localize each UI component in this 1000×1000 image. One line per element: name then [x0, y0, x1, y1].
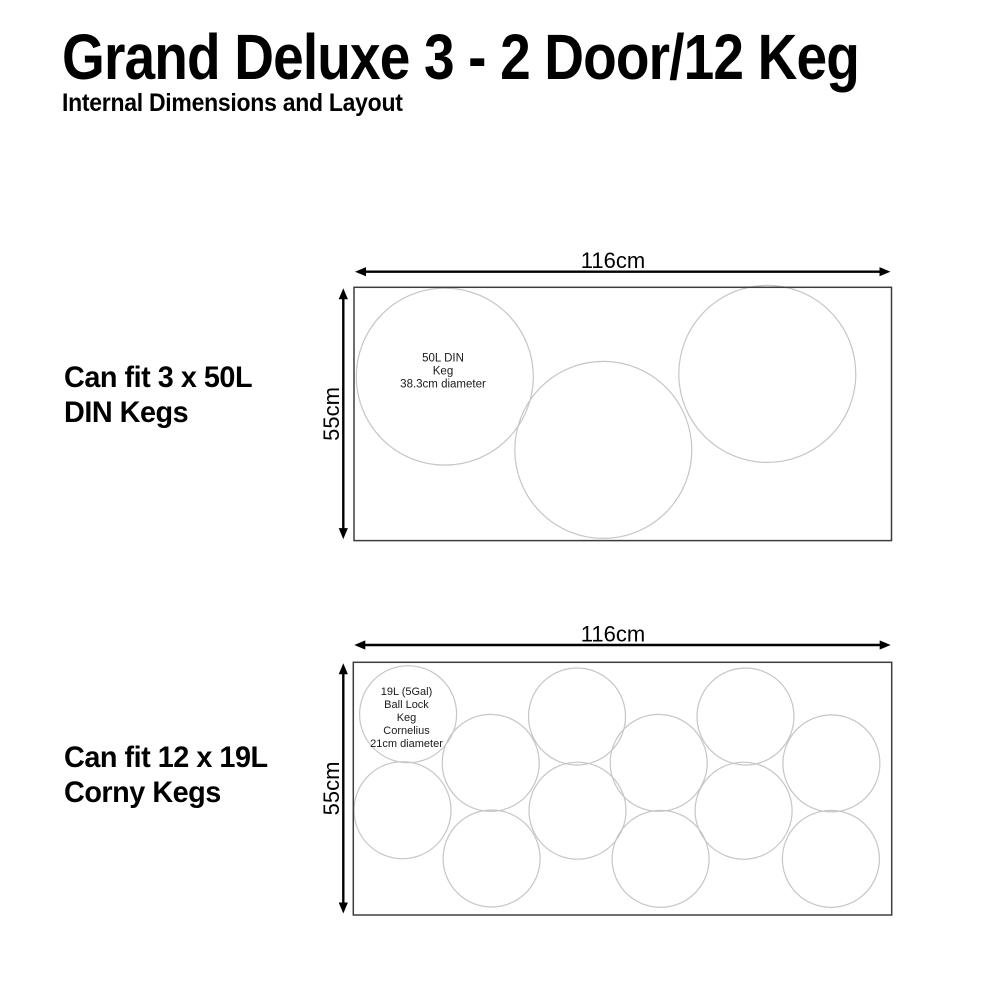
- keg-circle: [529, 668, 626, 765]
- keg-note-line: Ball Lock: [384, 699, 429, 711]
- page-title: Grand Deluxe 3 - 2 Door/12 Keg: [62, 21, 859, 93]
- keg-circle: [529, 762, 626, 859]
- page-subtitle: Internal Dimensions and Layout: [62, 89, 403, 117]
- width-arrow-head: [354, 640, 365, 649]
- height-arrow-head: [339, 528, 348, 539]
- keg-note-line: 21cm diameter: [370, 738, 443, 750]
- corny-keg-layout: [319, 622, 892, 916]
- keg-circle: [782, 810, 879, 907]
- din-keg-layout: [319, 248, 892, 541]
- height-dimension-label: 55cm: [319, 761, 344, 816]
- keg-circle: [697, 668, 794, 765]
- keg-circle: [610, 714, 707, 811]
- keg-circle: [515, 361, 692, 538]
- keg-note-line: 19L (5Gal): [380, 686, 433, 698]
- height-arrow-head: [339, 663, 348, 674]
- keg-note-line: Cornelius: [383, 725, 430, 737]
- height-arrow-head: [339, 288, 348, 299]
- height-dimension-label: 55cm: [319, 387, 344, 441]
- width-arrow-head: [880, 267, 891, 276]
- keg-note-line: 50L DIN: [422, 352, 464, 365]
- keg-circle: [679, 285, 856, 462]
- keg-circle: [443, 810, 540, 907]
- width-arrow-head: [880, 640, 891, 649]
- width-dimension-label: 116cm: [580, 248, 646, 273]
- keg-circle: [442, 714, 539, 811]
- keg-circle: [783, 715, 880, 812]
- caption-line: Can fit 12 x 19L: [64, 741, 268, 774]
- keg-note-line: 38.3cm diameter: [400, 378, 486, 391]
- keg-note-line: Keg: [432, 365, 454, 378]
- keg-note-line: Keg: [396, 712, 417, 724]
- keg-circle: [612, 810, 709, 907]
- keg-circle: [695, 762, 792, 859]
- keg-circle: [354, 762, 451, 859]
- caption-line: Corny Kegs: [64, 776, 221, 809]
- caption-line: Can fit 3 x 50L: [64, 361, 253, 394]
- height-arrow-head: [339, 903, 348, 914]
- width-arrow-head: [355, 267, 366, 276]
- interior-rectangle: [354, 287, 892, 540]
- caption-line: DIN Kegs: [64, 396, 189, 429]
- width-dimension-label: 116cm: [580, 621, 646, 647]
